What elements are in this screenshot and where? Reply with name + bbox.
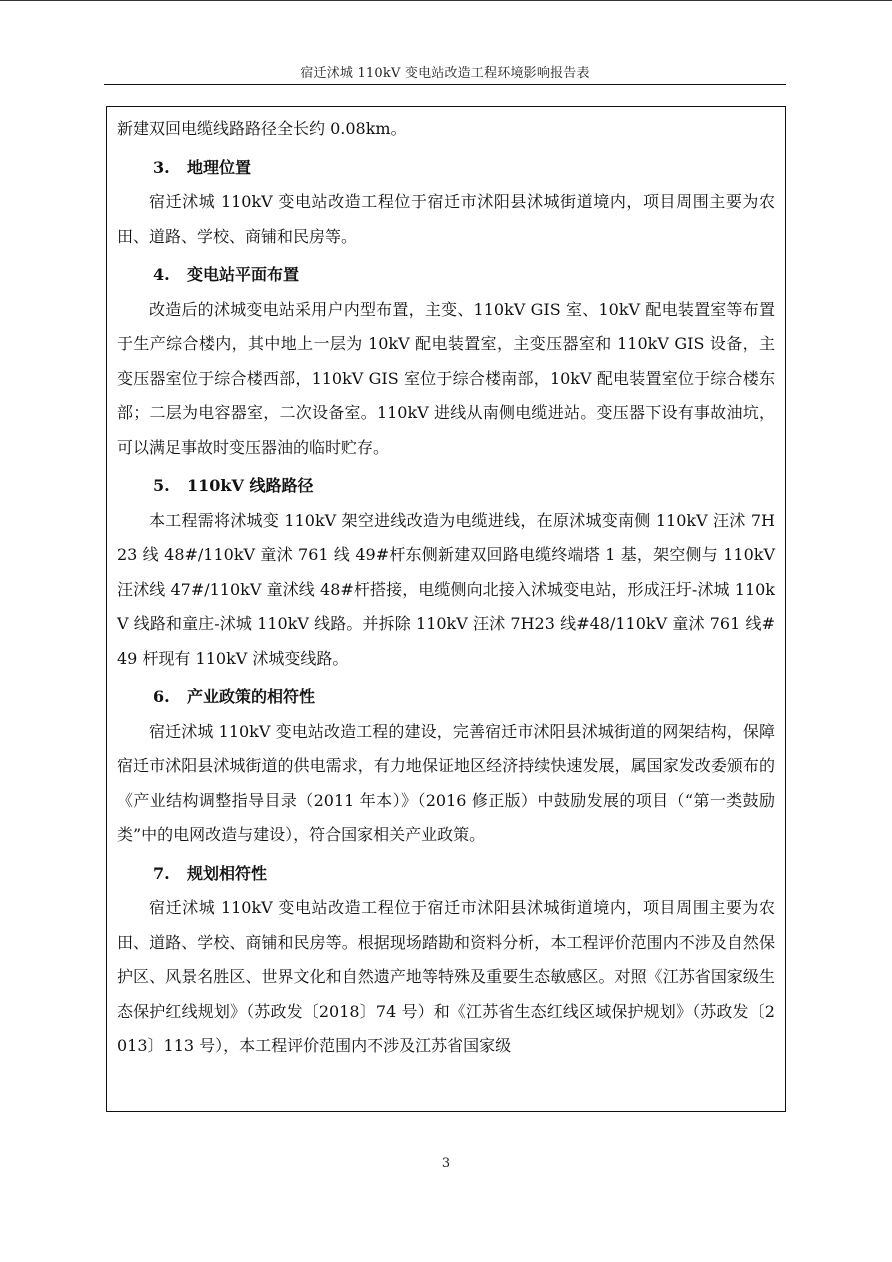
section-paragraph: 宿迁沭城 110kV 变电站改造工程位于宿迁市沭阳县沭城街道境内，项目周围主要为农田、道路、学校、商铺和民房等。 <box>117 192 775 246</box>
section-paragraph: 本工程需将沭城变 110kV 架空进线改造为电缆进线，在原沭城变南侧 110kV 汪沭 7H23 线 48#/110kV 童沭 761 线 49#杆东侧新建双回路电缆终端塔 1 基，架空侧与 110kV 汪沭线 47#/110kV 童沭线 48#杆搭接，电缆侧向北接入沭城变电站，形成汪圩-沭城 110kV 线路和童庄-沭城 110kV 线路。并拆除 110kV 汪沭 7H23 线#48/110kV 童沭 761 线#49 杆现有 110kV 沭城变线路。 <box>117 510 775 668</box>
section-7 <box>117 857 775 1064</box>
section-heading <box>117 857 775 892</box>
intro-paragraph: 新建双回电缆线路路径全长约 0.08km。 <box>117 119 407 138</box>
page-top-border <box>0 0 892 1</box>
section-paragraph: 宿迁沭城 110kV 变电站改造工程位于宿迁市沭阳县沭城街道境内，项目周围主要为农田、道路、学校、商铺和民房等。根据现场踏勘和资料分析，本工程评价范围内不涉及自然保护区、风景名胜区、世界文化和自然遗产地等特殊及重要生态敏感区。对照《江苏省国家级生态保护红线规划》（苏政发〔2018〕74 号）和《江苏省生态红线区域保护规划》（苏政发〔2013〕113 号），本工程评价范围内不涉及江苏省国家级 <box>117 898 775 1055</box>
section-3 <box>117 151 775 255</box>
section-4 <box>117 258 775 465</box>
section-paragraph: 宿迁沭城 110kV 变电站改造工程的建设，完善宿迁市沭阳县沭城街道的网架结构，保障宿迁市沭阳县沭城街道的供电需求，有力地保证地区经济持续快速发展，属国家发改委颁布的《产业结构调整指导目录（2011 年本）》（2016 修正版）中鼓励发展的项目（“第一类鼓励类”中的电网改造与建设），符合国家相关产业政策。 <box>117 721 775 844</box>
section-heading <box>117 151 775 186</box>
section-title: 地理位置 <box>187 157 252 177</box>
section-title: 规划相符性 <box>187 863 268 883</box>
section-number: 5. <box>153 476 170 495</box>
running-header: 宿迁沭城 110kV 变电站改造工程环境影响报告表 <box>300 66 590 81</box>
section-heading <box>117 680 775 715</box>
section-number: 4. <box>153 265 170 284</box>
page-number: 3 <box>441 1156 451 1171</box>
section-heading <box>117 469 775 504</box>
section-6 <box>117 680 775 853</box>
section-number: 7. <box>153 863 170 883</box>
section-title: 110kV 线路路径 <box>187 476 314 495</box>
section-number: 3. <box>153 157 170 177</box>
header-rule <box>104 84 786 85</box>
section-title: 变电站平面布置 <box>187 265 300 284</box>
content-frame <box>106 106 786 1112</box>
section-heading <box>117 258 775 293</box>
section-title: 产业政策的相符性 <box>187 687 316 706</box>
section-5 <box>117 469 775 676</box>
section-paragraph: 改造后的沭城变电站采用户内型布置，主变、110kV GIS 室、10kV 配电装置室等布置于生产综合楼内，其中地上一层为 10kV 配电装置室，主变压器室和 110kV GIS 设备，主变压器室位于综合楼西部，110kV GIS 室位于综合楼南部，10kV 配电装置室位于综合楼东部；二层为电容器室，二次设备室。110kV 进线从南侧电缆进站。变压器下设有事故油坑，可以满足事故时变压器油的临时贮存。 <box>117 299 775 457</box>
section-number: 6. <box>153 687 170 706</box>
